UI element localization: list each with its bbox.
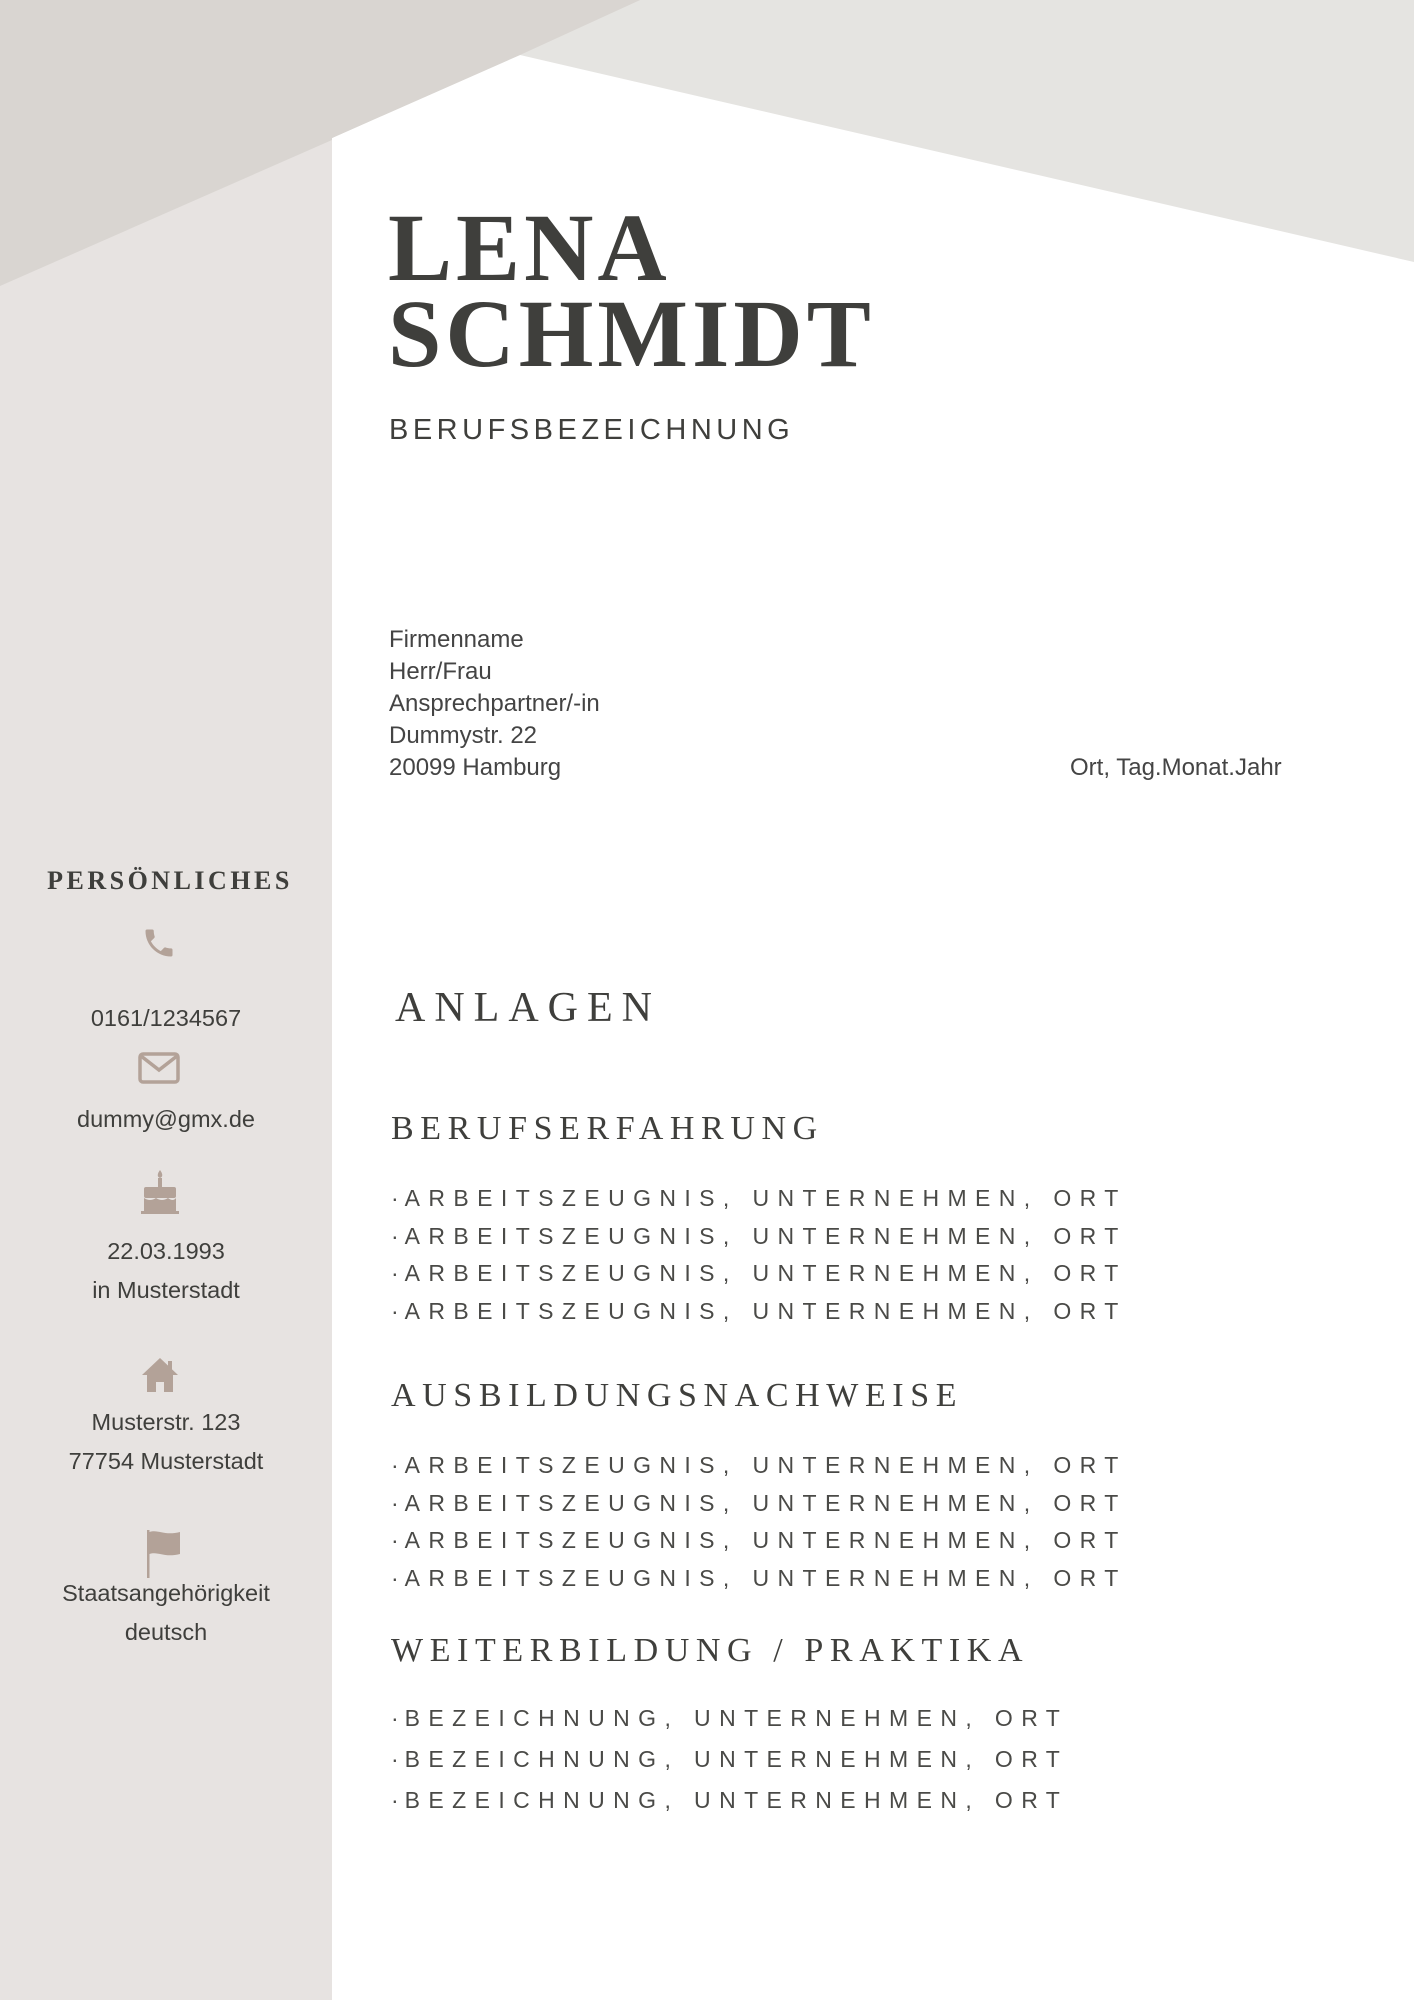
birth-date: 22.03.1993 (107, 1238, 225, 1264)
list-item: · BEZEICHNUNG, UNTERNEHMEN, ORT (391, 1787, 1069, 1813)
list-item-text: BEZEICHNUNG, UNTERNEHMEN, ORT (404, 1746, 1069, 1772)
list-item: · ARBEITSZEUGNIS, UNTERNEHMEN, ORT (391, 1527, 1127, 1553)
personal-heading: PERSÖNLICHES (47, 866, 293, 895)
phone-number: 0161/1234567 (90, 1005, 242, 1031)
list-item: · ARBEITSZEUGNIS, UNTERNEHMEN, ORT (391, 1260, 1127, 1286)
education-list (391, 1447, 1127, 1597)
birthday-cake-icon (140, 1170, 180, 1214)
list-item: · ARBEITSZEUGNIS, UNTERNEHMEN, ORT (391, 1222, 1127, 1249)
birth-place: in Musterstadt (92, 1277, 240, 1303)
list-item-text: ARBEITSZEUGNIS, UNTERNEHMEN, ORT (404, 1297, 1127, 1324)
nationality-value: deutsch (124, 1619, 208, 1645)
place-date: Ort, Tag.Monat.Jahr (1070, 754, 1282, 781)
recipient-line: 20099 Hamburg (389, 754, 562, 781)
list-item: · ARBEITSZEUGNIS, UNTERNEHMEN, ORT (391, 1297, 1127, 1324)
flag-icon (146, 1530, 182, 1578)
list-item: · BEZEICHNUNG, UNTERNEHMEN, ORT (391, 1746, 1069, 1772)
list-item-text: ARBEITSZEUGNIS, UNTERNEHMEN, ORT (404, 1527, 1127, 1553)
recipient-line: Herr/Frau (389, 658, 492, 685)
recipient-line: Dummystr. 22 (389, 722, 538, 749)
recipient-address (389, 624, 600, 784)
home-icon (140, 1356, 180, 1394)
training-list (391, 1698, 1068, 1821)
list-item-text: ARBEITSZEUGNIS, UNTERNEHMEN, ORT (404, 1185, 1127, 1211)
nationality-label: Staatsangehörigkeit (62, 1580, 270, 1606)
phone-icon (141, 925, 177, 961)
list-item: · ARBEITSZEUGNIS, UNTERNEHMEN, ORT (391, 1564, 1127, 1591)
list-item: · BEZEICHNUNG, UNTERNEHMEN, ORT (391, 1705, 1069, 1731)
list-item: · ARBEITSZEUGNIS, UNTERNEHMEN, ORT (391, 1489, 1127, 1516)
list-item: · ARBEITSZEUGNIS, UNTERNEHMEN, ORT (391, 1185, 1127, 1211)
list-item-text: ARBEITSZEUGNIS, UNTERNEHMEN, ORT (404, 1260, 1127, 1286)
applicant-name (388, 194, 875, 387)
recipient-line: Firmenname (389, 626, 524, 653)
list-item-text: BEZEICHNUNG, UNTERNEHMEN, ORT (404, 1705, 1069, 1731)
job-title: BERUFSBEZEICHNUNG (389, 414, 795, 446)
list-item: · ARBEITSZEUGNIS, UNTERNEHMEN, ORT (391, 1452, 1127, 1478)
list-item-text: ARBEITSZEUGNIS, UNTERNEHMEN, ORT (404, 1564, 1127, 1591)
list-item-text: ARBEITSZEUGNIS, UNTERNEHMEN, ORT (404, 1452, 1127, 1478)
city-address: 77754 Musterstadt (68, 1448, 264, 1474)
list-item-text: ARBEITSZEUGNIS, UNTERNEHMEN, ORT (404, 1222, 1127, 1249)
work-experience-list (391, 1180, 1127, 1330)
section-title-education: AUSBILDUNGSNACHWEISE (391, 1377, 964, 1414)
list-item-text: BEZEICHNUNG, UNTERNEHMEN, ORT (404, 1787, 1069, 1813)
list-item-text: ARBEITSZEUGNIS, UNTERNEHMEN, ORT (404, 1489, 1127, 1516)
attachments-title: ANLAGEN (395, 985, 661, 1031)
section-title-training: WEITERBILDUNG / PRAKTIKA (391, 1632, 1030, 1669)
first-name: LENA (388, 194, 671, 301)
email-address: dummy@gmx.de (77, 1106, 255, 1132)
recipient-line: Ansprechpartner/-in (389, 690, 600, 717)
street-address: Musterstr. 123 (91, 1409, 241, 1435)
last-name: SCHMIDT (388, 280, 875, 387)
envelope-icon (138, 1052, 180, 1084)
section-title-work-experience: BERUFSERFAHRUNG (391, 1110, 824, 1147)
